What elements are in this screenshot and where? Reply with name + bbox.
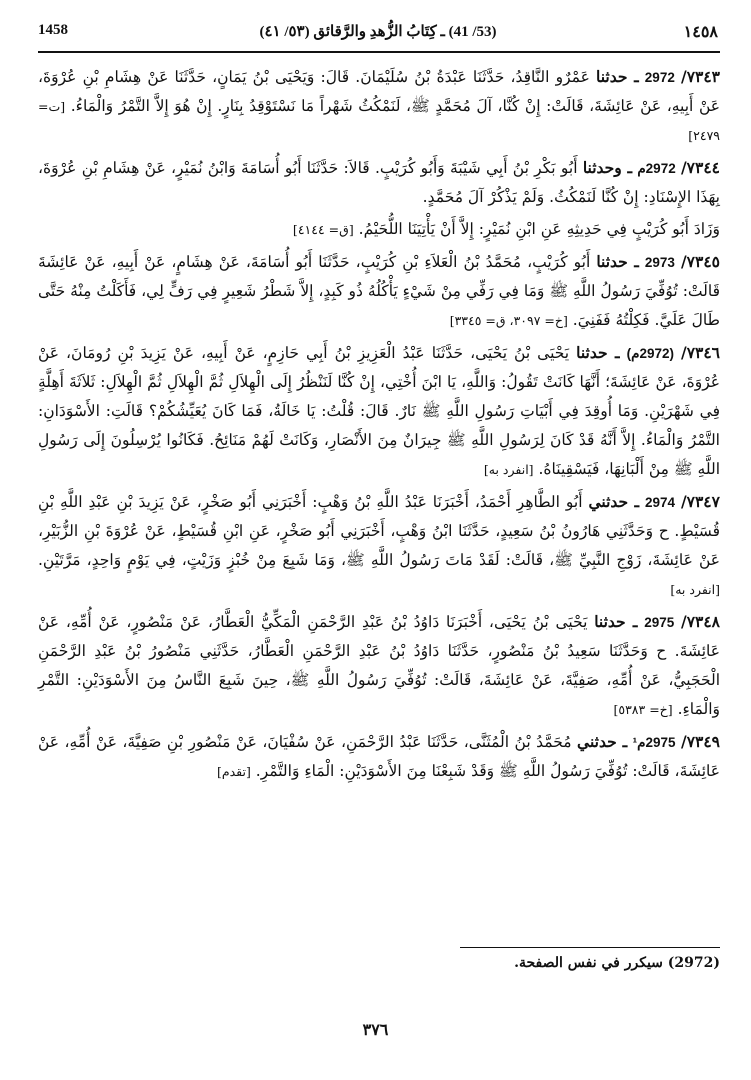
header-rule [38,51,720,53]
running-title: (53/ 41) ـ كِتَابُ الزُّهدِ والرَّقائق (٥٣/ ٤١) [259,24,497,40]
cross-reference: [انفرد به] [483,462,534,477]
hadith-reference: 2975م¹ [632,735,676,750]
hadith-number: ٧٣٤٤/ [681,158,720,177]
hadith-lead: ـ حدثنا [594,612,638,631]
hadith-body [38,62,720,789]
hadith-text: مُحَمَّدُ بْنُ الْمُثَنَّى، حَدَّثَنَا عَبْدُ الرَّحْمَنِ، عَنْ سُفْيَانَ، عَنْ مَنْصُورِ بْنِ صَفِيَّةَ، عَنْ أُمِّهِ، عَنْ عَائِشَةَ، قَالَتْ: تُوُفِّيَ رَسُولُ اللَّهِ ﷺ وَقَدْ شَبِعْنَا مِنَ الأَسْوَدَيْنِ: الْمَاءِ وَالتَّمْرِ. [38,733,720,780]
hadith-paragraph [38,487,720,604]
cross-reference: [ت= ٢٤٧٩] [38,99,720,143]
hadith-number: ٧٣٤٨/ [681,612,721,631]
hadith-lead: ـ حدثنا [596,252,639,271]
footnote-rule [460,947,720,948]
hadith-text: عَمْرٌو النَّاقِدُ، حَدَّثَنَا عَبْدَةُ بْنُ سُلَيْمَانَ. قَالَ: وَيَحْيَى بْنُ يَمَانٍ، حَدَّثَنَا عَنْ هِشَامِ بْنِ عُرْوَةَ، عَنْ أَبِيهِ، عَنْ عَائِشَةَ، قَالَتْ: إِنْ كُنَّا، آلَ مُحَمَّدٍ ﷺ، لَنَمْكُثُ شَهْراً مَا نَسْتَوْقِدُ بِنَارٍ. إِنْ هُوَ إِلاَّ التَّمْرُ وَالْمَاءُ. [38,68,720,115]
hadith-reference: 2972 [644,70,675,85]
hadith-lead: ـ وحدثنا [582,158,633,177]
hadith-paragraph [38,153,720,212]
cross-reference: [تقدم] [217,764,251,779]
footnote: (2972) سيكرر في نفس الصفحة. [514,955,720,971]
hadith-paragraph [38,62,720,150]
page-number-latin: 1458 [38,22,68,38]
hadith-lead: ـ حدثنا [576,343,620,362]
hadith-paragraph [38,247,720,335]
hadith-text: وَزَادَ أَبُو كُرَيْبٍ فِي حَدِيثِهِ عَنِ ابْنِ نُمَيْرٍ: إِلاَّ أَنْ يَأْتِيَنَا اللُّحَيْمُ. [358,220,720,238]
hadith-paragraph [38,215,720,244]
hadith-number: ٧٣٤٩/ [681,732,720,751]
hadith-number: ٧٣٤٦/ [681,343,720,362]
hadith-reference: 2975 [644,615,675,630]
hadith-text: يَحْيَى بْنُ يَحْيَى، حَدَّثَنَا عَبْدُ الْعَزِيزِ بْنُ أَبِي حَازِمٍ، عَنْ أَبِيهِ، عَنْ يَزِيدَ بْنِ رُومَانَ، عَنْ عُرْوَةَ، عَنْ عَائِشَةَ؛ أَنَّهَا كَانَتْ تَقُولُ: وَاللَّهِ، يَا ابْنَ أُخْتِي، إِنْ كُنَّا لَنَنْظُرُ إِلَى الْهِلاَلِ ثُمَّ الْهِلاَلِ ثُمَّ الْهِلاَلِ: ثَلاَثَةَ أَهِلَّةٍ فِي شَهْرَيْنِ. وَمَا أُوقِدَ فِي أَبْيَاتِ رَسُولِ اللَّهِ ﷺ نَارٌ. قَالَ: قُلْتُ: يَا خَالَةُ، فَمَا كَانَ يُعَيِّشُكُمْ؟ قَالَتِ: الأَسْوَدَانِ: التَّمْرُ وَالْمَاءُ. إِلاَّ أَنَّهُ قَدْ كَانَ لِرَسُولِ اللَّهِ ﷺ جِيرَانٌ مِنَ الأَنْصَارِ، وَكَانَتْ لَهُمْ مَنَائِحُ. فَكَانُوا يُرْسِلُونَ إِلَى رَسُولِ اللَّهِ ﷺ مِنْ أَلْبَانِهَا، فَيَسْقِينَاهُ. [38,344,720,478]
cross-reference: [انفرد به] [670,582,720,597]
page-header [38,18,718,48]
hadith-reference: 2974 [644,495,676,510]
hadith-lead: ـ حدثني [588,492,640,511]
hadith-text: أَبُو كُرَيْبٍ، مُحَمَّدُ بْنُ الْعَلاَءِ بْنِ كُرَيْبٍ، حَدَّثَنَا أَبُو أُسَامَةَ، عَنْ هِشَامٍ، عَنْ أَبِيهِ، عَنْ عَائِشَةَ قَالَتْ: تُوُفِّيَ رَسُولُ اللَّهِ ﷺ وَمَا فِي رَفِّي مِنْ شَيْءٍ يَأْكُلُهُ ذُو كَبِدٍ، إِلاَّ شَطْرُ شَعِيرٍ فِي رَفٍّ لِي، فَأَكَلْتُ مِنْهُ حَتَّى طَالَ عَلَيَّ. فَكِلْتُهُ فَفَنِيَ. [38,253,720,329]
page-footer-number: ٣٧٦ [362,1020,389,1039]
hadith-reference: 2972م [637,161,676,176]
hadith-lead: ـ حدثني [577,732,628,751]
cross-reference: [خ= ٥٣٨٣] [613,702,673,717]
hadith-paragraph [38,338,720,484]
hadith-lead: ـ حدثنا [596,67,639,86]
hadith-paragraph [38,727,720,786]
hadith-paragraph [38,607,720,724]
hadith-text: أَبُو بَكْرِ بْنُ أَبِي شَيْبَةَ وَأَبُو كُرَيْبٍ. قَالاَ: حَدَّثَنَا أَبُو أُسَامَةَ وَابْنُ نُمَيْرٍ، عَنْ هِشَامِ بْنِ عُرْوَةَ، بِهَذَا الإِسْنَادِ: إِنْ كُنَّا لَنَمْكُثُ. وَلَمْ يَذْكُرْ آلَ مُحَمَّدٍ. [38,159,720,206]
hadith-reference: (2972م) [626,346,674,361]
page-number-arabic: ١٤٥٨ [683,24,718,41]
hadith-text: يَحْيَى بْنُ يَحْيَى، أَخْبَرَنَا دَاوُدُ بْنُ عَبْدِ الرَّحْمَنِ الْمَكِّيُّ الْعَطَّارُ، عَنْ مَنْصُورٍ، عَنْ أُمِّهِ، عَنْ عَائِشَةَ. ح وَحَدَّثَنَا سَعِيدُ بْنُ مَنْصُورٍ، حَدَّثَنَا دَاوُدُ بْنُ عَبْدِ الرَّحْمَنِ الْعَطَّارُ، حَدَّثَنِي مَنْصُورُ بْنُ عَبْدِ الرَّحْمَنِ الْحَجَبِيُّ، عَنْ أُمِّهِ، صَفِيَّةَ، عَنْ عَائِشَةَ، قَالَتْ: تُوُفِّيَ رَسُولُ اللَّهِ ﷺ، حِينَ شَبِعَ النَّاسُ مِنَ الأَسْوَدَيْنِ: التَّمْرِ وَالْمَاءِ. [38,613,720,718]
hadith-number: ٧٣٤٧/ [680,492,720,511]
hadith-reference: 2973 [644,255,675,270]
hadith-number: ٧٣٤٥/ [681,252,720,271]
hadith-number: ٧٣٤٣/ [681,67,720,86]
cross-reference: [ق= ٤١٤٤] [292,222,354,237]
cross-reference: [خ= ٣٠٩٧، ق= ٣٣٤٥] [449,313,568,328]
hadith-text: أَبُو الطَّاهِرِ أَحْمَدُ، أَخْبَرَنَا عَبْدُ اللَّهِ بْنُ وَهْبٍ: أَخْبَرَنِي أَبُو صَخْرٍ، عَنْ يَزِيدَ بْنِ عَبْدِ اللَّهِ بْنِ قُسَيْطٍ. ح وَحَدَّثَنِي هَارُونُ بْنُ سَعِيدٍ، حَدَّثَنَا ابْنُ وَهْبٍ، أَخْبَرَنِي أَبُو صَخْرٍ، عَنِ ابْنِ قُسَيْطٍ، عَنْ عُرْوَةَ بْنِ الزُّبَيْرِ، عَنْ عَائِشَةَ، زَوْجِ النَّبِيِّ ﷺ، قَالَتْ: لَقَدْ مَاتَ رَسُولُ اللَّهِ ﷺ، وَمَا شَبِعَ مِنْ خُبْزٍ وَزَيْتٍ، فِي يَوْمٍ وَاحِدٍ، مَرَّتَيْنِ. [38,493,720,569]
